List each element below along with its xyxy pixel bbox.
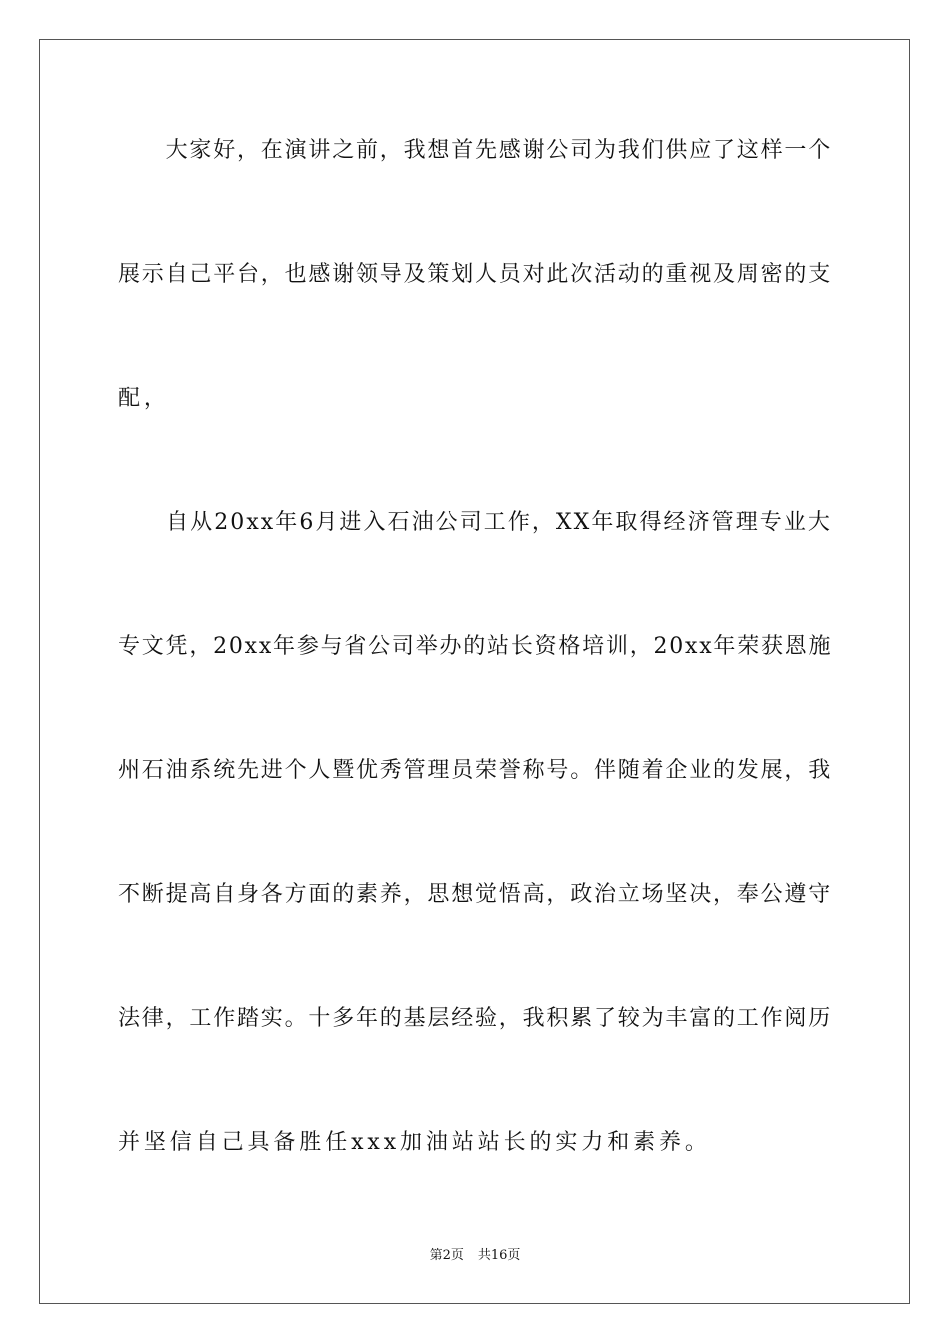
paragraph-line: 法律，工作踏实。十多年的基层经验，我积累了较为丰富的工作阅历 [118, 1006, 833, 1031]
paragraph-line: 大家好，在演讲之前，我想首先感谢公司为我们供应了这样一个 [118, 138, 833, 163]
paragraph-line: 并坚信自己具备胜任xxx加油站站长的实力和素养。 [118, 1130, 711, 1155]
paragraph-line: 专文凭，20xx年参与省公司举办的站长资格培训，20xx年荣获恩施 [118, 634, 833, 659]
paragraph-line: 自从20xx年6月进入石油公司工作，XX年取得经济管理专业大 [118, 510, 832, 535]
page-number: 第2页 [429, 1248, 464, 1263]
page-border [39, 39, 910, 1304]
paragraph-line: 配， [118, 386, 170, 411]
paragraph-line: 州石油系统先进个人暨优秀管理员荣誉称号。伴随着企业的发展，我 [118, 758, 833, 783]
page-footer [0, 1248, 950, 1264]
paragraph-line: 展示自己平台，也感谢领导及策划人员对此次活动的重视及周密的支 [118, 262, 833, 287]
paragraph-line: 不断提高自身各方面的素养，思想觉悟高，政治立场坚决，奉公遵守 [118, 882, 833, 907]
page-total: 共16页 [477, 1248, 521, 1263]
